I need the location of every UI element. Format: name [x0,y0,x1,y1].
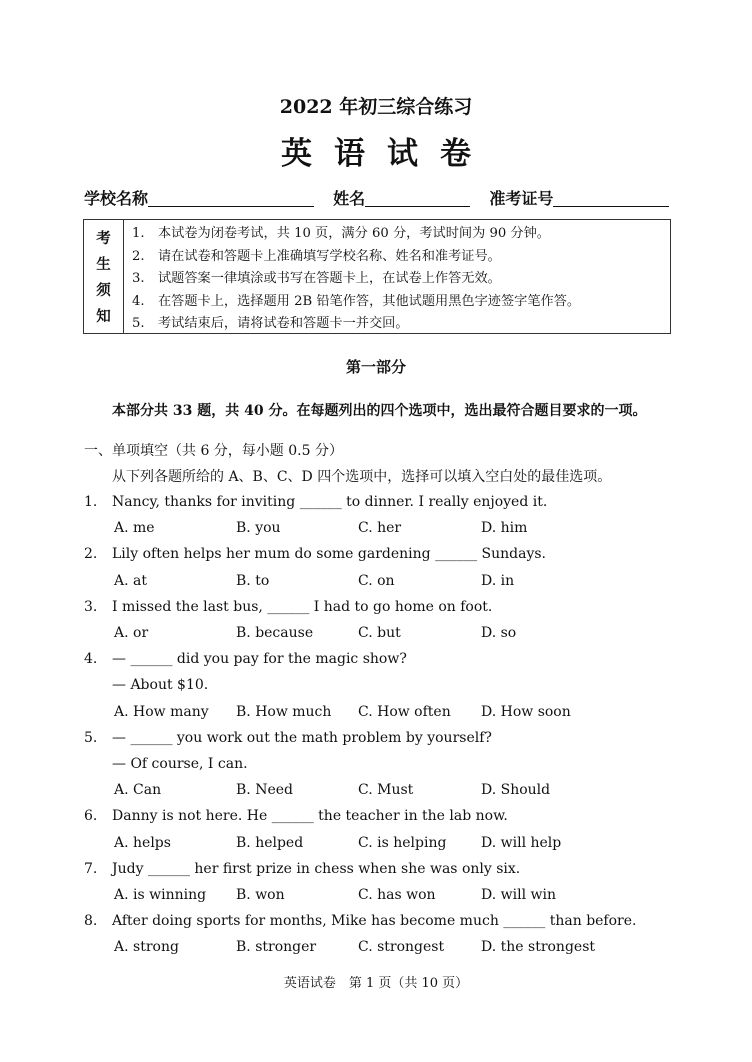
question-stem: Danny is not here. He ______ the teacher in the lab now. [112,808,508,825]
section-instruction: 从下列各题所给的 A、B、C、D 四个选项中，选择可以填入空白处的最佳选项。 [112,469,612,485]
exam-title-line1: 2022 年初三综合练习 [279,96,473,118]
answer-option: B. How much [236,703,332,720]
answer-option: C. How often [358,703,451,720]
page-footer: 英语试卷 第 1 页（共 10 页） [283,976,469,991]
answer-option: C. has won [358,887,436,903]
answer-option: C. is helping [358,834,447,851]
answer-option: B. Need [236,782,293,799]
answer-option: C. on [358,572,395,589]
notice-heading-char: 须 [96,282,111,300]
answer-option: D. so [481,625,517,641]
question-number: 5. [84,729,98,746]
exam-notice-box [83,219,671,334]
question-number: 7. [84,860,98,877]
notice-item-num: 3. [132,271,145,286]
question-stem: Judy ______ her first prize in chess when she was only six. [112,860,521,877]
answer-option: B. to [236,572,270,589]
question-stem: After doing sports for months, Mike has become much ______ than before. [112,913,637,930]
answer-option: D. How soon [481,703,571,720]
question-stem: I missed the last bus, ______ I had to go home on foot. [112,598,493,615]
question-number: 6. [84,808,98,825]
question-number: 3. [84,598,98,615]
question-number: 1. [84,494,98,510]
question-number: 2. [84,546,98,563]
answer-option: D. in [481,572,515,589]
answer-option: C. Must [358,782,414,799]
notice-heading-char: 考 [96,229,111,247]
notice-item [132,291,580,314]
notice-item-text: 在答题卡上，选择题用 2B 铅笔作答，其他试题用黑色字迹签字笔作答。 [158,293,581,309]
notice-item-text: 考试结束后，请将试卷和答题卡一并交回。 [158,316,409,331]
notice-item [132,246,580,269]
id-blank [553,190,669,207]
notice-item-num: 4. [132,293,145,309]
answer-option: B. stronger [236,939,317,956]
part-intro: 本部分共 33 题，共 40 分。在每题列出的四个选项中，选出最符合题目要求的一项。 [112,403,647,419]
name-label: 姓名 [333,189,366,208]
answer-option: D. will win [481,887,556,903]
notice-item-num: 1. [132,226,145,241]
answer-option: B. won [236,887,285,903]
exam-title-line2: 英语试卷 [281,136,493,172]
answer-option: A. at [114,572,147,589]
answer-option: B. because [236,625,314,641]
answer-option: C. her [358,520,402,537]
student-info-row [84,186,674,209]
notice-item-num: 5. [132,316,145,331]
question-dialogue-line: — Of course, I can. [112,756,248,772]
answer-option: D. will help [481,834,562,851]
id-label: 准考证号 [489,189,554,208]
answer-option: C. strongest [358,939,445,956]
notice-item-text: 请在试卷和答题卡上准确填写学校名称、姓名和准考证号。 [158,248,501,264]
notice-item [132,313,580,336]
notice-heading-char: 知 [96,308,111,326]
notice-heading [84,220,124,333]
notice-item-num: 2. [132,248,145,264]
answer-option: D. him [481,520,528,537]
answer-option: A. me [114,520,155,537]
answer-option: D. Should [481,782,551,799]
notice-item-text: 试题答案一律填涂或书写在答题卡上，在试卷上作答无效。 [158,271,501,286]
notice-heading-char: 生 [96,255,111,273]
answer-option: A. or [114,625,149,641]
school-label: 学校名称 [84,189,149,208]
answer-option: B. helped [236,834,304,851]
answer-option: A. How many [114,703,209,720]
name-blank [365,190,470,207]
question-stem: Lily often helps her mum do some gardening ______ Sundays. [112,546,546,563]
answer-option: A. strong [114,939,179,956]
question-stem: — ______ did you pay for the magic show? [112,651,407,668]
question-stem: — ______ you work out the math problem by yourself? [112,729,492,746]
answer-option: D. the strongest [481,939,596,956]
answer-option: B. you [236,520,281,537]
question-dialogue-line: — About $10. [112,677,209,694]
part-heading: 第一部分 [345,358,406,376]
notice-rules [132,223,580,336]
answer-option: A. is winning [114,887,207,903]
notice-item-text: 本试卷为闭卷考试，共 10 页，满分 60 分，考试时间为 90 分钟。 [158,226,550,241]
school-blank [148,190,314,207]
notice-item [132,268,580,291]
answer-option: A. Can [114,782,162,799]
question-number: 8. [84,913,98,930]
notice-item [132,223,580,246]
question-number: 4. [84,651,98,668]
answer-option: A. helps [114,834,171,851]
section-title: 一、单项填空（共 6 分，每小题 0.5 分） [84,443,343,459]
answer-option: C. but [358,625,401,641]
question-stem: Nancy, thanks for inviting ______ to dinner. I really enjoyed it. [112,494,548,510]
